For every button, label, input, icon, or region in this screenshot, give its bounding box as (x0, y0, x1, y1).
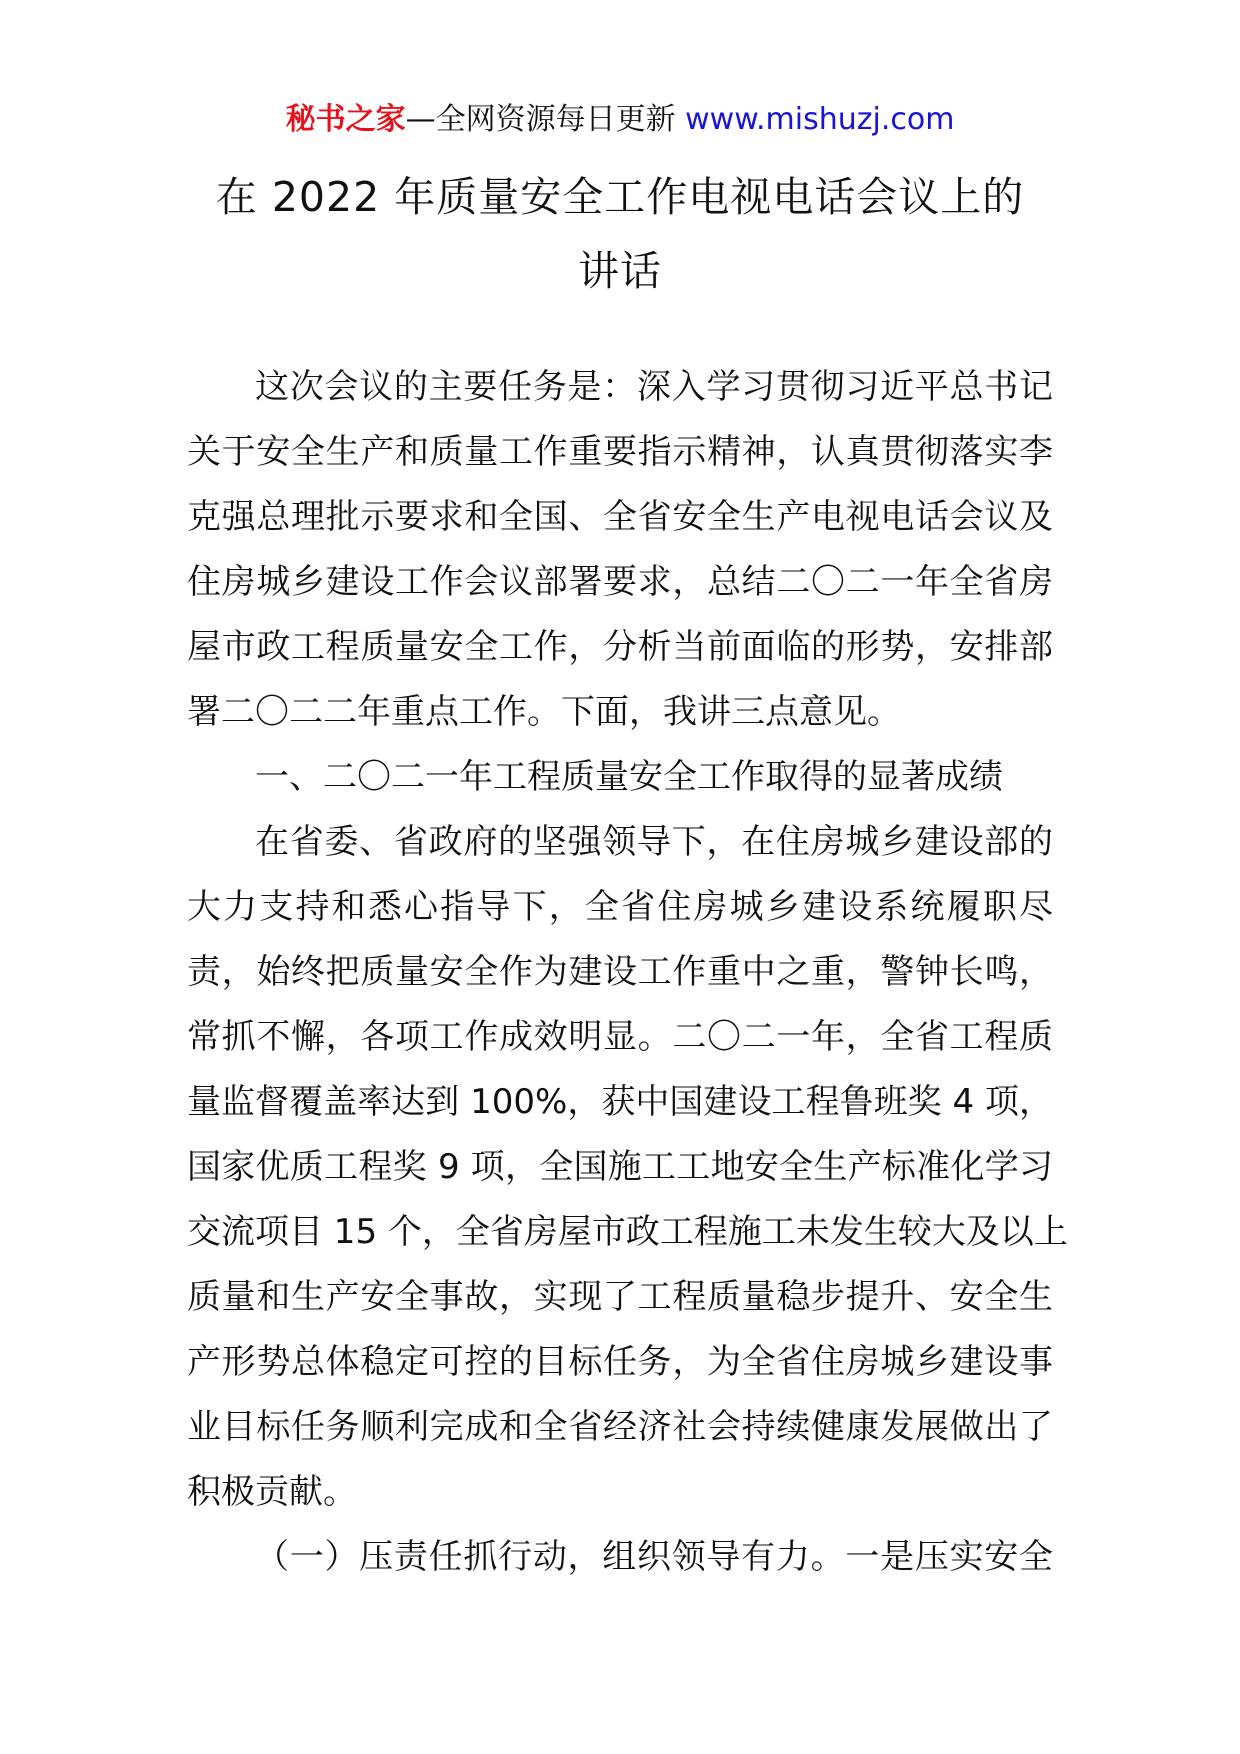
paragraph-line: 署二〇二二年重点工作。下面，我讲三点意见。 (187, 692, 901, 732)
paragraph-line: 产形势总体稳定可控的目标任务，为全省住房城乡建设事 (187, 1342, 1053, 1382)
site-header (0, 100, 1240, 140)
document-body (187, 355, 1068, 1590)
paragraph-line: 量监督覆盖率达到 100%，获中国建设工程鲁班奖 4 项， (187, 1082, 1053, 1122)
title-line-2: 讲话 (578, 247, 662, 295)
paragraph-line: 大力支持和悉心指导下，全省住房城乡建设系统履职尽 (187, 887, 1053, 927)
paragraph-line: 住房城乡建设工作会议部署要求，总结二〇二一年全省房 (187, 562, 1053, 602)
paragraph-line: 这次会议的主要任务是：深入学习贯彻习近平总书记 (255, 367, 1053, 407)
subsection-line: （一）压责任抓行动，组织领导有力。一是压实安全 (255, 1537, 1053, 1577)
paragraph-line: 克强总理批示要求和全国、全省安全生产电视电话会议及 (187, 497, 1053, 537)
site-slogan: —全网资源每日更新 (405, 102, 676, 137)
site-name: 秘书之家 (285, 102, 406, 137)
paragraph-line: 交流项目 15 个，全省房屋市政工程施工未发生较大及以上 (187, 1212, 1068, 1252)
title-line-1: 在 2022 年质量安全工作电视电话会议上的 (215, 173, 1025, 221)
paragraph-line: 业目标任务顺利完成和全省经济社会持续健康发展做出了 (187, 1407, 1053, 1447)
paragraph-line: 国家优质工程奖 9 项，全国施工工地安全生产标准化学习 (187, 1147, 1053, 1187)
paragraph-line: 关于安全生产和质量工作重要指示精神，认真贯彻落实李 (187, 432, 1053, 472)
paragraph-line: 常抓不懈，各项工作成效明显。二〇二一年，全省工程质 (187, 1017, 1053, 1057)
document-title (150, 160, 1090, 308)
paragraph-line: 积极贡献。 (187, 1472, 357, 1512)
section-heading: 一、二〇二一年工程质量安全工作取得的显著成绩 (255, 757, 1003, 797)
site-url-link[interactable]: www.mishuzj.com (685, 102, 955, 137)
paragraph-line: 屋市政工程质量安全工作，分析当前面临的形势，安排部 (187, 627, 1053, 667)
paragraph-line: 在省委、省政府的坚强领导下，在住房城乡建设部的 (255, 822, 1053, 862)
paragraph-line: 质量和生产安全事故，实现了工程质量稳步提升、安全生 (187, 1277, 1053, 1317)
paragraph-line: 责，始终把质量安全作为建设工作重中之重，警钟长鸣， (187, 952, 1053, 992)
